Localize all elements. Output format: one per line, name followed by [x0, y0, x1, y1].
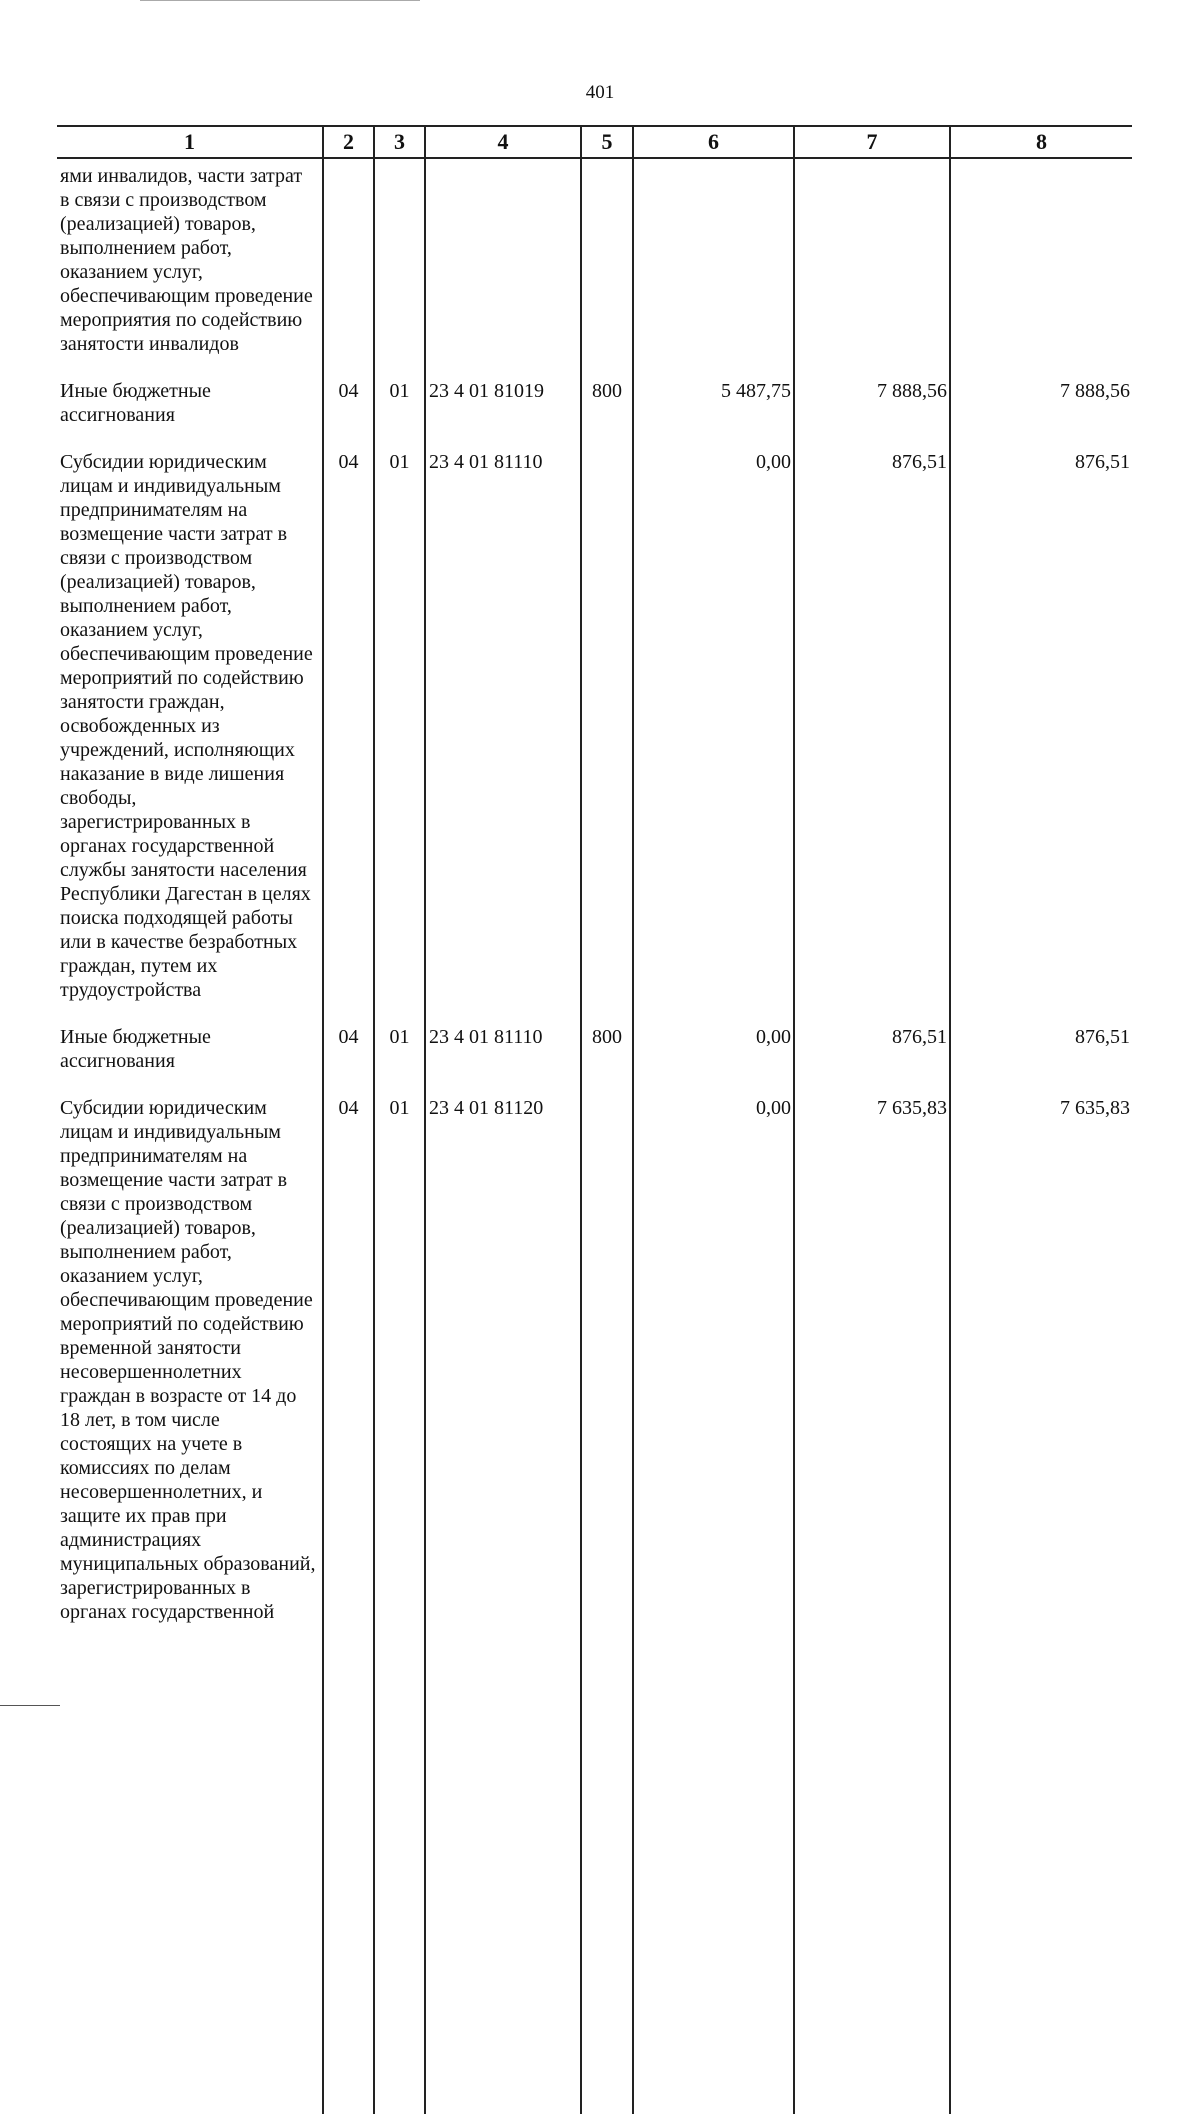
row-amount-col7: 876,51 [794, 445, 950, 1020]
row-target-code [425, 158, 581, 374]
table-row [57, 158, 1132, 374]
row-amount-col7: 7 635,83 [794, 1091, 950, 2114]
row-amount-col6 [633, 158, 794, 374]
header-col-3: 3 [374, 126, 425, 158]
row-expense-type: 800 [581, 374, 633, 445]
header-col-1: 1 [57, 126, 323, 158]
row-amount-col8 [950, 158, 1132, 374]
row-section [323, 158, 374, 374]
header-col-2: 2 [323, 126, 374, 158]
row-subsection: 01 [374, 1020, 425, 1091]
row-expense-type [581, 158, 633, 374]
header-col-5: 5 [581, 126, 633, 158]
table-row [57, 374, 1132, 445]
row-target-code: 23 4 01 81120 [425, 1091, 581, 2114]
row-description: ями инвалидов, части затрат в связи с производством (реализацией) товаров, выполнением работ, оказанием услуг, обеспечивающим проведение мероприятия по содействию занятости инвалидов [60, 165, 313, 355]
row-target-code: 23 4 01 81110 [425, 1020, 581, 1091]
scan-edge-mark [140, 0, 420, 1]
row-target-code: 23 4 01 81110 [425, 445, 581, 1020]
row-amount-col8: 876,51 [950, 445, 1132, 1020]
row-amount-col7: 7 888,56 [794, 374, 950, 445]
row-subsection: 01 [374, 445, 425, 1020]
row-target-code: 23 4 01 81019 [425, 374, 581, 445]
row-amount-col8: 876,51 [950, 1020, 1132, 1091]
row-subsection: 01 [374, 374, 425, 445]
row-subsection: 01 [374, 1091, 425, 2114]
row-amount-col6: 0,00 [633, 1020, 794, 1091]
page-number: 401 [585, 82, 615, 103]
row-subsection [374, 158, 425, 374]
header-row [57, 126, 1132, 158]
row-expense-type [581, 445, 633, 1020]
row-amount-col6: 0,00 [633, 1091, 794, 2114]
table-row [57, 445, 1132, 1020]
row-amount-col8: 7 635,83 [950, 1091, 1132, 2114]
row-amount-col6: 5 487,75 [633, 374, 794, 445]
row-amount-col7 [794, 158, 950, 374]
table-row [57, 1020, 1132, 1091]
header-col-6: 6 [633, 126, 794, 158]
row-section: 04 [323, 1020, 374, 1091]
row-description: Иные бюджетные ассигнования [60, 380, 211, 426]
row-amount-col7: 876,51 [794, 1020, 950, 1091]
row-expense-type: 800 [581, 1020, 633, 1091]
row-description: Субсидии юридическим лицам и индивидуальным предпринимателям на возмещение части затрат в связи с производством (реализацией) товаров, выполнением работ, оказанием услуг, обеспечивающим проведение мероприятий по содействию временной занятости несовершеннолетних граждан в возрасте от 14 до 18 лет, в том числе состоящих на учете в комиссиях по делам несовершеннолетних, и защите их прав при администрациях муниципальных образований, зарегистрированных в органах государственной [60, 1097, 316, 1623]
header-col-7: 7 [794, 126, 950, 158]
header-col-8: 8 [950, 126, 1132, 158]
table-row [57, 1091, 1132, 2114]
row-section: 04 [323, 374, 374, 445]
header-col-4: 4 [425, 126, 581, 158]
row-description: Иные бюджетные ассигнования [60, 1026, 211, 1072]
scan-edge-mark [0, 1705, 60, 1706]
row-description: Субсидии юридическим лицам и индивидуальным предпринимателям на возмещение части затрат в связи с производством (реализацией) товаров, выполнением работ, оказанием услуг, обеспечивающим проведение мероприятий по содействию занятости граждан, освобожденных из учреждений, исполняющих наказание в виде лишения свободы, зарегистрированных в органах государственной службы занятости населения Республики Дагестан в целях поиска подходящей работы или в качестве безработных граждан, путем их трудоустройства [60, 451, 313, 1001]
row-expense-type [581, 1091, 633, 2114]
row-amount-col6: 0,00 [633, 445, 794, 1020]
budget-table [57, 125, 1132, 2114]
row-section: 04 [323, 1091, 374, 2114]
row-amount-col8: 7 888,56 [950, 374, 1132, 445]
row-section: 04 [323, 445, 374, 1020]
